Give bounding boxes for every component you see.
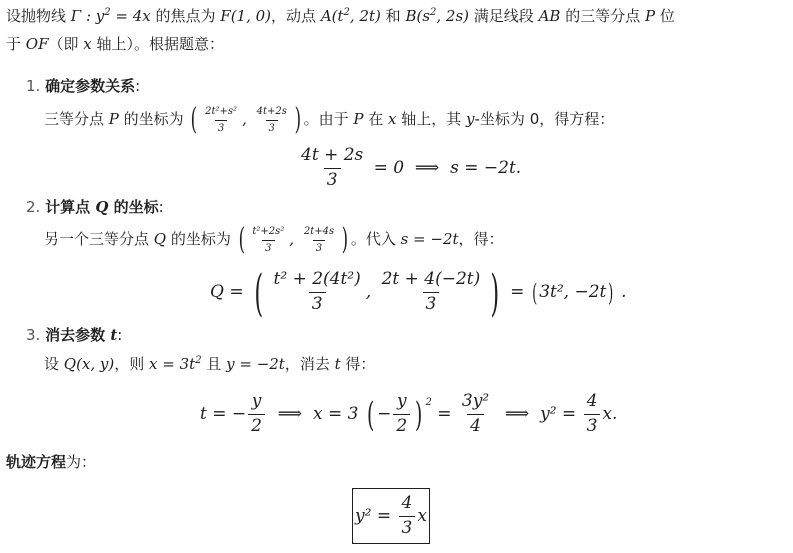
step2-heading [26, 196, 164, 218]
colon: : [158, 198, 164, 216]
body-text: 。由于 [303, 110, 354, 128]
eq-lhs: Q = [210, 282, 249, 302]
eq-frac-denominator: 2 [393, 414, 410, 437]
step-number: 1. [26, 77, 41, 95]
eq-x-numerator: t² + 2(4t²) [273, 269, 361, 290]
eq-frac-numerator: 4 [586, 391, 598, 412]
math-segment: AB [538, 7, 561, 25]
math-point-q: Q [95, 198, 109, 216]
step-title: 的坐标 [108, 198, 159, 216]
eq-frac-numerator: y [396, 391, 407, 412]
math-y: y [466, 110, 475, 128]
math-parabola-eq: = 4x [110, 7, 151, 25]
coord-y-numerator: 2t+4s [303, 226, 335, 237]
intro-text: 位 [655, 7, 675, 25]
step3-body: 设 Q(x, y)，则 $x = 3t^2$ 且 y = −2t，消去 t 得： [44, 355, 376, 373]
body-text: ，消去 [284, 355, 335, 373]
intro-line-1: 设抛物线 Γ : $y^2 = 4x$ 的焦点为 F(1, 0)，动点 $A(t^2$, 2t) 和 $B(s^2$, 2s) 满足线段 AB 的三等分点 P 位 [6, 7, 675, 25]
step1-equation [296, 146, 521, 191]
body-text: 的坐标为 [118, 110, 189, 128]
body-text: 得： [340, 355, 376, 373]
step3-equation: t = − $\frac{y}{2}$ ⟹ x = 3 ( − $\frac{y}{2}$ ) $^2$ = $\frac{\text{3y²}}{4}$ ⟹ y² = $\frac{4}{3}$ x. [200, 391, 618, 436]
answer-numerator: 4 [401, 492, 413, 513]
answer-lhs: y² = [355, 506, 397, 526]
math-point-a-rest: , 2t) [349, 7, 381, 25]
math-y-relation: y = −2t [226, 355, 285, 373]
math-point-p: P [644, 7, 656, 25]
math-point-q: Q(x, y) [63, 355, 115, 373]
coord-y-denominator: 3 [313, 240, 325, 255]
math-segment-of: OF [25, 35, 49, 53]
eq-part: t = − [200, 404, 247, 424]
eq-frac-numerator: y [251, 391, 262, 412]
coord-x-numerator: 2t²+s² [205, 106, 238, 117]
math-x-relation: x = 3t [149, 355, 196, 373]
intro-text: 的三等分点 [560, 7, 645, 25]
eq-end: . [615, 282, 627, 302]
eq-x-denominator: 3 [309, 292, 326, 315]
coord-x-denominator: 3 [215, 120, 227, 135]
eq-result: 3t², −2t [539, 282, 607, 302]
colon: : [117, 326, 123, 344]
step-title: 确定参数关系 [45, 77, 136, 95]
math-parabola: Γ : y [70, 7, 105, 25]
eq-frac-numerator: 3y² [461, 391, 490, 412]
eq-part: x. [602, 404, 618, 424]
eq-y-numerator: 2t + 4(−2t) [381, 269, 481, 290]
answer-rhs: x [417, 506, 427, 526]
eq-denominator: 3 [324, 168, 341, 191]
step-number: 2. [26, 198, 41, 216]
step2-equation: Q = ( $\frac{\text{t² + 2(4t²)}}{3}$ , $\frac{2t + 4(-2t)}{3}$ ) = ( 3t², −2t) . [210, 263, 627, 322]
conclusion-suffix: 为： [66, 453, 97, 471]
step1-body: 三等分点 P 的坐标为 ( $\frac{\text{2t²+s²}}{3}$ , $\frac{4t+2s}{3}$ ) 。由于 P 在 x 轴上，其 y-坐标为 0，得方程： [44, 102, 615, 137]
intro-text: ，动点 [271, 7, 321, 25]
math-point-p: P [108, 110, 119, 128]
eq-part: ⟹ y² = [494, 404, 582, 424]
step1-heading [26, 75, 140, 97]
body-text: 在 [363, 110, 389, 128]
math-point-a: A(t [320, 7, 344, 25]
math-substitution: s = −2t [400, 230, 459, 248]
intro-text: 设抛物线 [6, 7, 71, 25]
intro-text: （即 [48, 35, 84, 53]
eq-frac-denominator: 3 [584, 414, 601, 437]
intro-text: 和 [380, 7, 406, 25]
eq-part: ⟹ x = 3 [266, 404, 359, 424]
math-point-b: B(s [405, 7, 431, 25]
body-text: 设 [44, 355, 64, 373]
colon: : [135, 77, 141, 95]
conclusion-label: 轨迹方程 [6, 453, 67, 471]
body-text: 。代入 [350, 230, 401, 248]
eq-frac-denominator: 2 [248, 414, 265, 437]
math-point-p: P [353, 110, 364, 128]
body-text: 轴上，其 [396, 110, 467, 128]
body-text: -坐标为 0，得方程： [474, 110, 615, 128]
intro-text: 满足线段 [469, 7, 539, 25]
coord-x-denominator: 3 [262, 240, 274, 255]
math-param-t: t [110, 326, 118, 344]
math-param-t: t [334, 355, 341, 373]
math-x-axis: x [83, 35, 92, 53]
eq-numerator: 4t + 2s [301, 145, 364, 166]
eq-frac-denominator: 4 [467, 414, 484, 437]
step-title: 消去参数 [45, 326, 111, 344]
math-focus: F(1, 0) [220, 7, 272, 25]
intro-text: 轴上）。根据题意： [91, 35, 225, 53]
eq-y-denominator: 3 [423, 292, 440, 315]
coord-x-numerator: t²+2s² [252, 226, 285, 237]
body-text: ，则 [114, 355, 150, 373]
intro-line-2 [6, 33, 224, 55]
body-text: 的坐标为 [166, 230, 236, 248]
conclusion-line [6, 451, 96, 473]
coord-y-numerator: 4t+2s [256, 106, 287, 117]
eq-rest: = 0 ⟹ s = −2t. [368, 158, 522, 178]
math-x: x [388, 110, 397, 128]
math-point-q: Q [153, 230, 167, 248]
coord-y-denominator: 3 [266, 120, 278, 135]
intro-text: 的焦点为 [150, 7, 221, 25]
step2-body: 另一个三等分点 Q 的坐标为 ( $\frac{\text{t²+2s²}}{3}$ , $\frac{2t+4s}{3}$ ) 。代入 s = −2t，得： [44, 222, 504, 257]
intro-text: 于 [6, 35, 26, 53]
body-text: 三等分点 [44, 110, 109, 128]
body-text: ，得： [458, 230, 504, 248]
eq-equals: = [504, 282, 530, 302]
final-answer-box [352, 488, 430, 544]
step-number: 3. [26, 326, 41, 344]
answer-denominator: 3 [399, 516, 416, 539]
math-point-b-rest: , 2s) [436, 7, 470, 25]
body-text: 且 [201, 355, 227, 373]
body-text: 另一个三等分点 [44, 230, 154, 248]
step3-heading [26, 324, 122, 346]
step-title: 计算点 [45, 198, 96, 216]
eq-part: = [431, 404, 457, 424]
